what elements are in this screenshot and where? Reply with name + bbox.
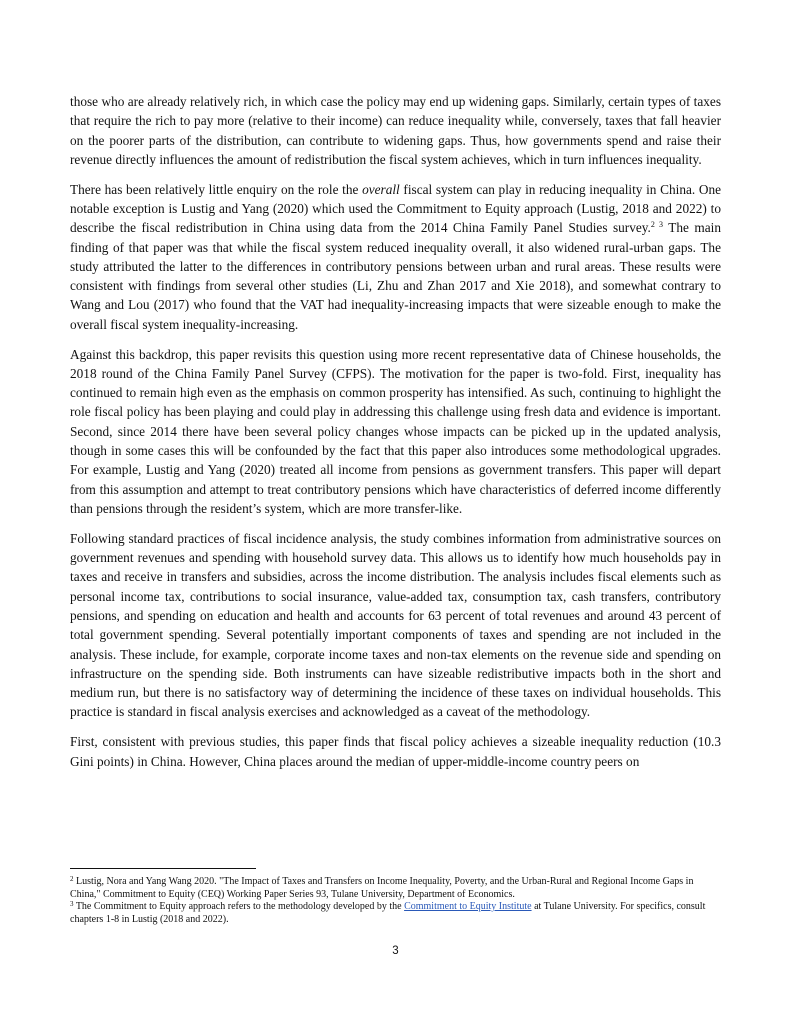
footnotes xyxy=(70,868,721,926)
footnote-3-mark: 3 xyxy=(70,900,74,909)
paragraph-1: those who are already relatively rich, in which case the policy may end up widening gaps. Similarly, certain types of taxes that require the rich to pay more (relative to their income) can reduce inequality while, conversely, taxes that fall heavier on the poorer parts of the distribution, can contribute to widening gaps. Thus, how governments spend and raise their revenue directly influences the amount of redistribution the fiscal system achieves, which in turn influences inequality. xyxy=(70,94,721,167)
page-number: 3 xyxy=(392,945,399,957)
ceq-institute-link[interactable]: Commitment to Equity Institute xyxy=(404,901,532,913)
footnote-3-text-after: at Tulane University. For specifics, consult chapters 1-8 in Lustig (2018 and 2022). xyxy=(70,901,706,925)
paragraph-2 xyxy=(70,180,721,334)
paragraph-2-text-b: fiscal system can play in reducing inequality in China. One notable exception is Lustig and Yang (2020) which used the Commitment to Equity approach (Lustig, 2018 and 2022) to describe the fiscal redistribution in China using data from the 2014 China Family Panel Studies survey. xyxy=(70,181,721,236)
footnote-2 xyxy=(70,876,721,901)
paragraph-4: Following standard practices of fiscal incidence analysis, the study combines information from administrative sources on government revenues and spending with household survey data. This allows us to identify how much households pay in taxes and receive in transfers and subsidies, across the income distribution. The analysis includes fiscal elements such as personal income tax, contributions to social insurance, value-added tax, consumption tax, cash transfers, contributory pensions, and spending on education and health and accounts for 63 percent of total revenues and around 43 percent of total government spending. Several potentially important components of taxes and spending are not included in the analysis. These include, for example, corporate income taxes and non-tax elements on the revenue side and spending on infrastructure on the spending side. Both instruments can have sizeable redistributive impacts both in the short and medium run, but there is no satisfactory way of determining the incidence of these taxes on individual households. This practice is standard in fiscal analysis exercises and acknowledged as a caveat of the methodology. xyxy=(70,530,721,720)
paragraph-2-text-a: There has been relatively little enquiry on the role the xyxy=(70,181,363,197)
emphasis-overall: overall xyxy=(362,181,400,197)
footnote-3-text-before: The Commitment to Equity approach refers to the methodology developed by the xyxy=(73,901,405,913)
paragraph-3: Against this backdrop, this paper revisits this question using more recent representative data of Chinese households, the 2018 round of the China Family Panel Survey (CFPS). The motivation for the paper is two-fold. First, inequality has continued to remain high even as the emphasis on common prosperity has intensified. As such, continuing to highlight the role fiscal policy has been playing and could play in addressing this challenge using fresh data and evidence is important. Second, since 2014 there have been several policy changes whose impacts can be picked up in the updated analysis, though in some cases this will be confounded by the fact that this paper also introduces some methodological upgrades. For example, Lustig and Yang (2020) treated all income from pensions as government transfers. This paper will depart from this assumption and attempt to treat contributory pensions which have characteristics of deferred income differently than pensions through the resident’s system, which are more transfer-like. xyxy=(70,346,721,516)
footnote-2-mark: 2 xyxy=(70,875,74,883)
footnote-3 xyxy=(70,901,721,926)
footnote-separator xyxy=(70,868,256,869)
paragraph-2-text-c: The main finding of that paper was that while the fiscal system reduced inequality overall, it also widened rural-urban gaps. The study attributed the latter to the differences in contributory pensions between urban and rural areas. These results were consistent with findings from several other studies (Li, Zhu and Zhan 2017 and Xie 2018), and somewhat contrary to Wang and Lou (2017) who found that the VAT had inequality-increasing impacts that were sizeable enough to make the overall fiscal system inequality-increasing. xyxy=(70,220,721,332)
paragraph-5: First, consistent with previous studies, this paper finds that fiscal policy achieves a sizeable inequality reduction (10.3 Gini points) in China. However, China places around the median of upper-middle-income country peers on xyxy=(70,734,721,769)
footnote-2-text: Lustig, Nora and Yang Wang 2020. "The Impact of Taxes and Transfers on Income Inequality, Poverty, and the Urban-Rural and Regional Income Gaps in China," Commitment to Equity (CEQ) Working Paper Series 93, Tulane University, Department of Economics. xyxy=(70,876,694,900)
footnote-ref-2-3[interactable]: 2 3 xyxy=(650,220,664,230)
page-body xyxy=(70,92,721,771)
